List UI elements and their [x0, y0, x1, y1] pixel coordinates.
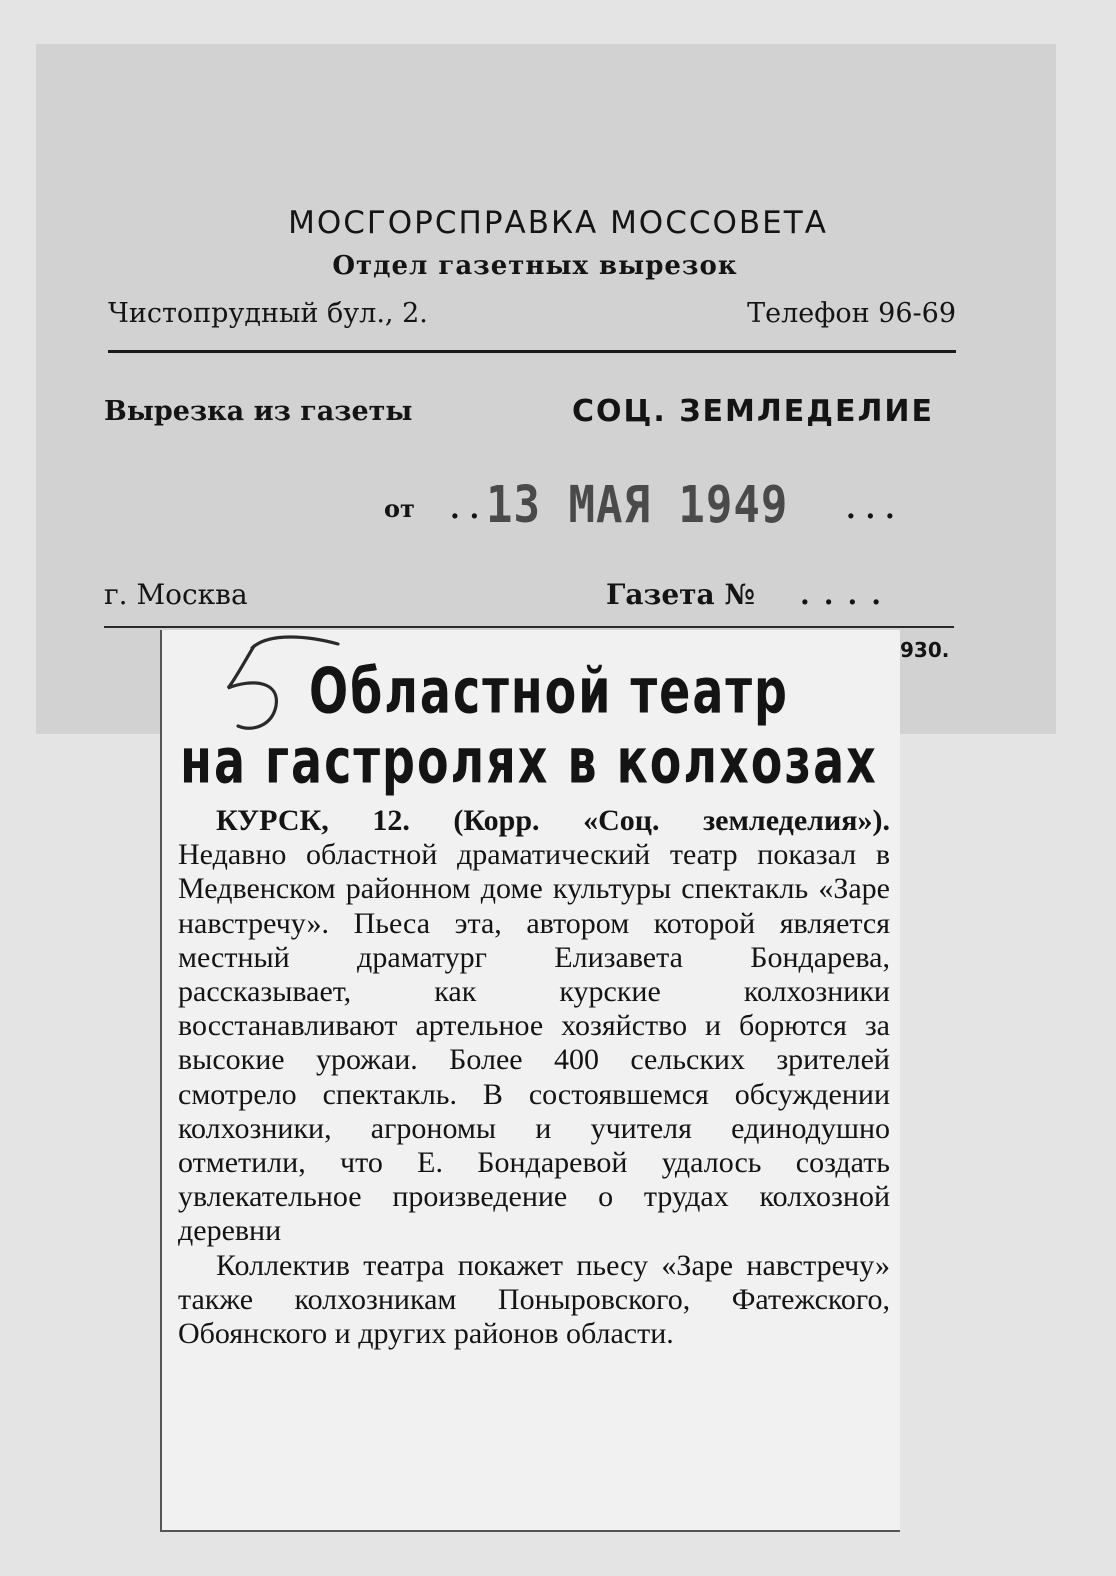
article-headline-line1: Областной театр: [308, 654, 789, 728]
article-paragraph-1: Недавно областной драматический театр показал в Медвенском районном доме культуры спектакль «Заре навстречу». Пьеса эта, автором которой является местный драматург Елизавета Бондарева, рассказывает, как курские колхозники восстанавливают артельное хозяйство и борются за высокие урожаи. Более 400 сельских зрителей смотрело спектакль. В состоявшемся обсуждении колхозники, агрономы и учителя единодушно отметили, что Е. Бондаревой удалось создать увлекательное произведение о трудах колхозной деревни: [178, 838, 890, 1248]
paper-number-dots: ....: [800, 578, 895, 611]
bureau-phone: Телефон 96-69: [747, 298, 956, 329]
date-trailing-dots: . . .: [846, 492, 895, 525]
city-field: г. Москва: [104, 578, 248, 611]
bureau-address: Чистопрудный бул., 2.: [108, 298, 428, 329]
form-code: 930.: [900, 638, 950, 662]
paper-number-label: Газета №: [606, 578, 755, 611]
article-headline-line2: на гастролях в колхозах: [180, 724, 878, 798]
department-subtitle: Отдел газетных вырезок: [332, 251, 738, 281]
bureau-title: МОСГОРСПРАВКА МОССОВЕТА: [288, 205, 828, 241]
date-leader-dots: . .: [450, 492, 480, 525]
header-divider: [108, 350, 956, 353]
article-paragraph-2: Коллектив театра покажет пьесу «Заре навстречу» также колхозникам Поныровского, Фатежского, Обоянского и других районов области.: [178, 1248, 890, 1351]
newspaper-name: СОЦ. ЗЕМЛЕДЕЛИЕ: [572, 394, 934, 429]
article-body: [178, 804, 890, 1351]
date-label: от: [384, 494, 415, 523]
date-stamp: 13 МАЯ 1949: [486, 476, 789, 535]
article-dateline: КУРСК, 12. (Корр. «Соц. земледелия»).: [216, 804, 890, 837]
clip-source-label: Вырезка из газеты: [104, 396, 413, 427]
